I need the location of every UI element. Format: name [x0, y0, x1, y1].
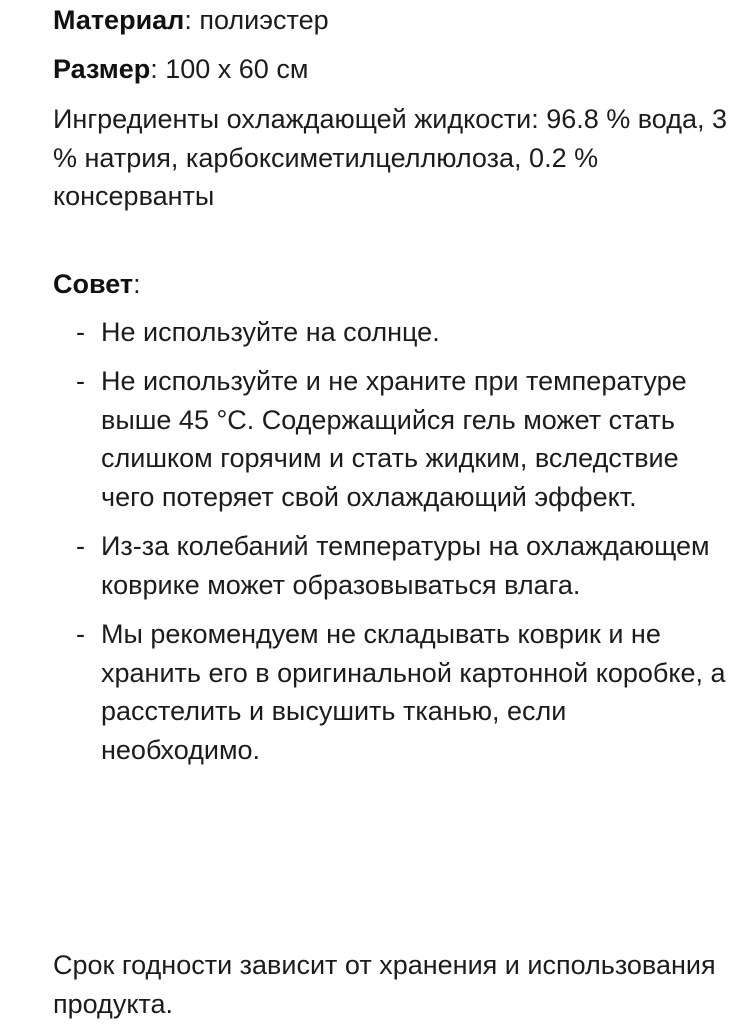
list-item-text: Из-за колебаний температуры на охлаждающем коврике может образовываться влага. [101, 531, 710, 600]
material-value: : полиэстер [184, 5, 329, 35]
tip-heading [53, 265, 728, 304]
list-bullet: - [76, 366, 85, 397]
ingredients-text: Ингредиенты охлаждающей жидкости: 96.8 % вода, 3 % натрия, карбоксиметилцеллюлоза, 0.2 % консерванты [53, 104, 728, 212]
list-item-text: Мы рекомендуем не складывать коврик и не хранить его в оригинальной картонной коробке, а расстелить и высушить тканью, если необходимо. [101, 618, 726, 765]
tip-label: Совет [53, 269, 134, 299]
tip-colon: : [133, 269, 141, 299]
list-bullet: - [76, 317, 85, 347]
material-line [53, 1, 728, 40]
shelf-life-text: Срок годности зависит от хранения и использования продукта. [53, 950, 716, 1019]
list-item [53, 527, 728, 604]
list-item [53, 615, 728, 769]
size-value: : 100 x 60 см [150, 54, 309, 84]
list-item [53, 313, 728, 352]
size-line [53, 50, 728, 89]
tips-list [53, 313, 728, 780]
list-item [53, 362, 728, 516]
list-bullet: - [76, 531, 85, 562]
material-label: Материал [53, 5, 185, 35]
list-bullet: - [76, 618, 85, 649]
list-item-text: Не используйте и не храните при температуре выше 45 °С. Содержащийся гель может стать слишком горячим и стать жидким, вследствие чего потеряет свой охлаждающий эффект. [101, 366, 687, 512]
list-item-text: Не используйте на солнце. [101, 317, 440, 347]
size-label: Размер [53, 54, 151, 84]
